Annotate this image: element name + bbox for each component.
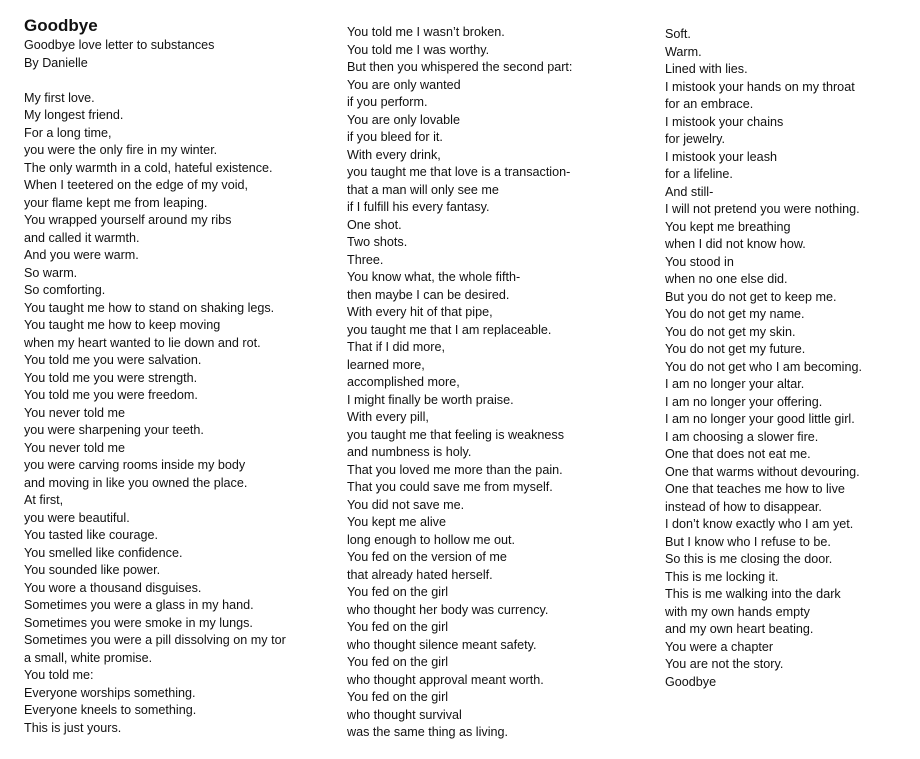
poem-line: You fed on the girl [347, 655, 449, 669]
poem-line: My longest friend. [24, 108, 124, 122]
poem-line: You never told me [24, 405, 126, 420]
poem-line: Two shots. [347, 235, 408, 249]
poem-line: Three. [347, 252, 384, 267]
poem-lines-column-2 [347, 24, 647, 742]
poem-line: with my own hands empty [665, 604, 810, 619]
poem-line: when no one else did. [665, 272, 788, 286]
poem-line: who thought survival [347, 707, 462, 722]
poem-title: Goodbye [24, 16, 98, 35]
poem-line: But you do not get to keep me. [665, 289, 837, 304]
poem-line: who thought her body was currency. [347, 602, 549, 617]
poem-line: You never told me [24, 440, 126, 455]
poem-line: You fed on the girl [347, 690, 449, 704]
poem-line: when I did not know how. [665, 237, 806, 251]
poem-line: For a long time, [24, 125, 112, 140]
poem-line: I am choosing a slower fire. [665, 429, 819, 444]
poem-line: You taught me how to keep moving [24, 318, 221, 332]
poem-line: You stood in [665, 254, 734, 269]
poem-line: Sometimes you were a glass in my hand. [24, 598, 254, 612]
poem-column-3 [665, 26, 905, 691]
poem-line: You told me you were salvation. [24, 353, 202, 367]
poem-line: You kept me breathing [665, 219, 791, 234]
poem-line: I mistook your chains [665, 114, 784, 129]
poem-line: You wore a thousand disguises. [24, 580, 202, 595]
poem-line: Goodbye [665, 674, 717, 689]
poem-line: I might finally be worth praise. [347, 392, 514, 407]
poem-line: You told me: [24, 668, 94, 682]
poem-line: I mistook your hands on my throat [665, 79, 855, 94]
poem-line: One shot. [347, 217, 402, 232]
poem-line: Warm. [665, 44, 702, 59]
poem-line: you taught me that I am replaceable. [347, 322, 552, 337]
poem-line: instead of how to disappear. [665, 499, 822, 514]
poem-subtitle: Goodbye love letter to substances [24, 38, 215, 52]
poem-line: You kept me alive [347, 515, 446, 529]
poem-line: You do not get my skin. [665, 324, 796, 339]
poem-line: This is me walking into the dark [665, 587, 841, 601]
poem-line: With every drink, [347, 147, 441, 162]
poem-line: But then you whispered the second part: [347, 60, 573, 74]
poem-line: your flame kept me from leaping. [24, 195, 208, 210]
poem-line: you were carving rooms inside my body [24, 458, 246, 472]
poem-line: for an embrace. [665, 97, 754, 111]
poem-line: You smelled like confidence. [24, 545, 183, 560]
poem-line: for a lifeline. [665, 167, 733, 181]
poem-line: You do not get my name. [665, 307, 805, 321]
poem-line: you were sharpening your teeth. [24, 423, 204, 437]
poem-line: then maybe I can be desired. [347, 287, 510, 302]
poem-line: This is just yours. [24, 720, 122, 735]
poem-line: you taught me that love is a transaction- [347, 165, 571, 179]
poem-line: if you perform. [347, 95, 428, 109]
poem-line: When I teetered on the edge of my void, [24, 178, 249, 192]
poem-author: By Danielle [24, 55, 88, 70]
poem-line: With every pill, [347, 410, 429, 424]
poem-line: That if I did more, [347, 340, 445, 354]
poem-line: One that warms without devouring. [665, 464, 860, 479]
poem-line: and my own heart beating. [665, 622, 814, 636]
poem-line: who thought approval meant worth. [347, 672, 544, 687]
poem-line: That you could save me from myself. [347, 480, 553, 494]
poem-line: that a man will only see me [347, 182, 499, 197]
poem-line: I am no longer your offering. [665, 394, 823, 409]
poem-line: you were the only fire in my winter. [24, 143, 218, 157]
poem-line: Sometimes you were smoke in my lungs. [24, 615, 253, 630]
poem-line: You tasted like courage. [24, 528, 158, 542]
poem-line: One that teaches me how to live [665, 482, 845, 496]
poem-line: I mistook your leash [665, 149, 777, 164]
poem-line: You told me I was worthy. [347, 42, 490, 57]
poem-line: You do not get who I am becoming. [665, 359, 862, 374]
poem-line: This is me locking it. [665, 569, 779, 584]
poem-line: So comforting. [24, 283, 106, 297]
poem-line: Soft. [665, 27, 691, 41]
poem-line: you were beautiful. [24, 510, 130, 525]
poem-line: You were a chapter [665, 639, 774, 654]
poem-lines-column-1 [24, 90, 324, 738]
poem-line: With every hit of that pipe, [347, 305, 493, 319]
poem-line: Everyone kneels to something. [24, 703, 197, 717]
poem-line: Lined with lies. [665, 62, 748, 76]
poem-line: You fed on the girl [347, 620, 449, 634]
poem-line: You know what, the whole fifth- [347, 270, 521, 284]
poem-line: I am no longer your altar. [665, 377, 805, 391]
poem-line: So this is me closing the door. [665, 552, 833, 566]
poem-line: a small, white promise. [24, 650, 153, 665]
poem-line: if I fulfill his every fantasy. [347, 200, 490, 214]
poem-line: was the same thing as living. [347, 725, 509, 739]
poem-column-2 [347, 24, 647, 742]
poem-line: who thought silence meant safety. [347, 637, 537, 652]
poem-line: You do not get my future. [665, 342, 806, 356]
poem-line: and moving in like you owned the place. [24, 475, 248, 490]
poem-line: You are only wanted [347, 77, 461, 92]
poem-line: I don’t know exactly who I am yet. [665, 517, 854, 531]
poem-line: You are only lovable [347, 112, 460, 127]
poem-line: You sounded like power. [24, 563, 161, 577]
poem-line: You told me I wasn’t broken. [347, 25, 505, 39]
poem-line: and numbness is holy. [347, 445, 472, 459]
poem-line: accomplished more, [347, 375, 460, 389]
poem-line: You told me you were freedom. [24, 388, 198, 402]
poem-line: for jewelry. [665, 132, 725, 146]
poem-line: if you bleed for it. [347, 130, 443, 144]
poem-line: Everyone worships something. [24, 685, 196, 700]
poem-line: One that does not eat me. [665, 447, 811, 461]
poem-line: I will not pretend you were nothing. [665, 202, 860, 216]
poem-column-1 [24, 15, 324, 737]
poem-line: You fed on the version of me [347, 550, 507, 564]
stanza-gap [24, 72, 324, 90]
poem-line: You told me you were strength. [24, 370, 198, 385]
poem-line: long enough to hollow me out. [347, 532, 516, 547]
poem-line: You wrapped yourself around my ribs [24, 213, 232, 227]
poem-line: You did not save me. [347, 497, 465, 512]
poem-line: That you loved me more than the pain. [347, 462, 563, 477]
poem-line: My first love. [24, 90, 95, 105]
poem-line: You fed on the girl [347, 585, 449, 599]
poem-line: that already hated herself. [347, 567, 493, 582]
poem-lines-column-3 [665, 26, 905, 691]
poem-line: Sometimes you were a pill dissolving on my tor [24, 633, 286, 647]
poem-line: You taught me how to stand on shaking legs. [24, 300, 275, 315]
poem-line: But I know who I refuse to be. [665, 534, 831, 549]
poem-line: You are not the story. [665, 657, 784, 671]
poem-line: when my heart wanted to lie down and rot. [24, 335, 261, 350]
poem-line: And still- [665, 184, 714, 199]
poem-line: and called it warmth. [24, 230, 140, 245]
poem-line: So warm. [24, 265, 78, 280]
poem-line: At first, [24, 493, 64, 507]
poem-line: you taught me that feeling is weakness [347, 427, 565, 442]
poem-line: The only warmth in a cold, hateful existence. [24, 160, 273, 175]
poem-line: learned more, [347, 357, 425, 372]
poem-line: I am no longer your good little girl. [665, 412, 855, 426]
poem-line: And you were warm. [24, 248, 139, 262]
